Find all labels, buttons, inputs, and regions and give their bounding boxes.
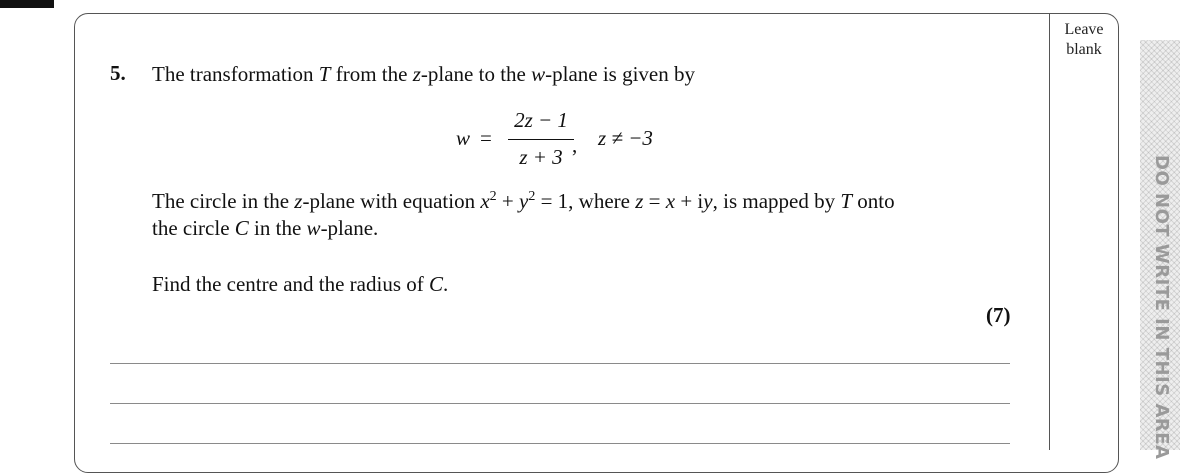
- corner-mark: [0, 0, 54, 8]
- var-w: w: [306, 216, 321, 240]
- var-T: T: [840, 189, 853, 213]
- leave-label: Leave: [1064, 21, 1104, 38]
- intro-text: -plane to the: [420, 62, 532, 86]
- para-text: the circle: [152, 216, 235, 240]
- var-z: z: [635, 189, 644, 213]
- intro-text: The transformation: [152, 62, 319, 86]
- intro-text: -plane is given by: [545, 62, 696, 86]
- para-text: onto: [852, 189, 895, 213]
- para-text: +: [496, 189, 519, 213]
- var-z: z: [412, 62, 421, 86]
- question-intro: [152, 61, 695, 87]
- question-number: 5.: [110, 61, 126, 85]
- fraction-denominator: z + 3: [519, 145, 563, 169]
- var-y: y: [519, 189, 529, 213]
- para-text: in the: [248, 216, 307, 240]
- fraction-numerator: 2z − 1: [514, 108, 568, 132]
- exponent: 2: [489, 189, 497, 204]
- equation-comma: ,: [572, 133, 578, 157]
- margin-divider: [1049, 13, 1050, 450]
- paragraph-line-1: [152, 188, 895, 214]
- var-z: z: [294, 189, 303, 213]
- para-text: The circle in the: [152, 189, 295, 213]
- para-text: =: [643, 189, 666, 213]
- task-instruction: [152, 271, 448, 297]
- exponent: 2: [528, 189, 536, 204]
- answer-line[interactable]: [110, 443, 1010, 444]
- para-text: , is mapped by: [712, 189, 841, 213]
- marks-label: (7): [986, 303, 1011, 327]
- para-text: = 1, where: [535, 189, 636, 213]
- var-T: T: [318, 62, 331, 86]
- para-text: -plane.: [320, 216, 379, 240]
- equation-condition: z ≠ −3: [598, 126, 653, 150]
- leave-blank-label: [1050, 20, 1118, 60]
- var-x: x: [665, 189, 676, 213]
- equation-lhs: w: [456, 126, 471, 150]
- var-C: C: [234, 216, 249, 240]
- blank-label: blank: [1066, 41, 1102, 58]
- fraction-bar: [508, 139, 574, 140]
- intro-text: from the: [330, 62, 413, 86]
- equals-sign: =: [480, 126, 492, 150]
- para-text: .: [443, 272, 449, 296]
- answer-line[interactable]: [110, 363, 1010, 364]
- para-text: Find the centre and the radius of: [152, 272, 429, 296]
- para-text: + i: [675, 189, 704, 213]
- paragraph-line-2: [152, 215, 378, 241]
- answer-line[interactable]: [110, 403, 1010, 404]
- var-x: x: [480, 189, 490, 213]
- do-not-write-label: DO NOT WRITE IN THIS AREA: [1151, 155, 1172, 460]
- var-y: y: [703, 189, 713, 213]
- var-w: w: [531, 62, 546, 86]
- var-C: C: [429, 272, 444, 296]
- para-text: -plane with equation: [302, 189, 481, 213]
